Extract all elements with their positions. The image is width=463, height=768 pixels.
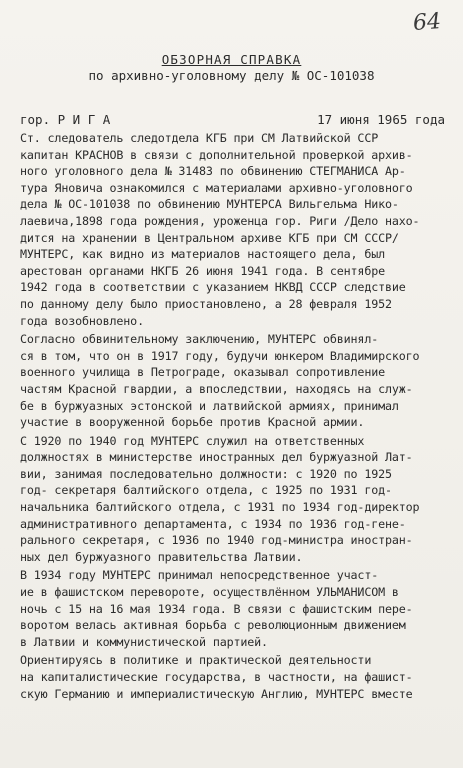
paragraph xyxy=(20,652,449,702)
text-line: по данному делу было приостановлено, а 28 февраля 1952 xyxy=(20,296,392,311)
text-line: рального секретаря, с 1936 по 1940 год-министра иностран- xyxy=(20,533,413,548)
text-line: С 1920 по 1940 год МУНТЕРС служил на ответственных xyxy=(20,433,365,448)
text-line: вии, занимая последовательно должности: с 1920 по 1925 xyxy=(20,466,392,481)
text-line: В 1934 году МУНТЕРС принимал непосредственное участ- xyxy=(20,568,379,583)
text-line: ся в том, что он в 1917 году, будучи юнкером Владимирского xyxy=(20,348,420,363)
text-line: частям Красной гвардии, а впоследствии, находясь на служ- xyxy=(20,381,413,396)
paragraph xyxy=(20,567,449,650)
text-line: административного департамента, с 1934 по 1936 год-гене- xyxy=(20,516,406,531)
text-line: Ориентируясь в политике и практической деятельности xyxy=(20,653,372,668)
text-line: дела № ОС-101038 по обвинению МУНТЕРСА Вильгельма Нико- xyxy=(20,197,399,212)
document-body xyxy=(20,130,449,702)
text-line: Согласно обвинительному заключению, МУНТЕРС обвинял- xyxy=(20,332,379,347)
text-line: тура Яновича ознакомился с материалами архивно-уголовного xyxy=(20,180,413,195)
text-line: ие в фашистском перевороте, осуществлённом УЛЬМАНИСОМ в xyxy=(20,585,399,600)
text-line: скую Германию и империалистическую Англию, МУНТЕРС вместе xyxy=(20,686,413,701)
text-line: год- секретаря балтийского отдела, с 1925 по 1931 год- xyxy=(20,483,392,498)
text-line: в Латвии и коммунистической партией. xyxy=(20,634,268,649)
text-line: бе в буржуазных эстонской и латвийской армиях, принимал xyxy=(20,398,399,413)
text-line: ночь с 15 на 16 мая 1934 года. В связи с фашистским пере- xyxy=(20,601,413,616)
text-line: капитан КРАСНОВ в связи с дополнительной проверкой архив- xyxy=(20,147,413,162)
text-line: ных дел буржуазного правительства Латвии. xyxy=(20,549,303,564)
text-line: МУНТЕРС, как видно из материалов настоящего дела, был xyxy=(20,247,385,262)
text-line: на капиталистические государства, в частности, на фашист- xyxy=(20,670,413,684)
text-line: военного училища в Петрограде, оказывал сопротивление xyxy=(20,365,385,380)
paragraph xyxy=(20,130,449,329)
document-date: 17 июня 1965 года xyxy=(317,112,445,127)
text-line: года возобновлено. xyxy=(20,313,144,328)
document-subtitle: по архивно-уголовному делу № ОС-101038 xyxy=(88,68,375,83)
text-line: 1942 года в соответствии с указанием НКВД СССР следствие xyxy=(20,280,406,295)
text-line: воротом велась активная борьба с революционным движением xyxy=(20,618,406,633)
text-line: Ст. следователь следотдела КГБ при СМ Латвийской ССР xyxy=(20,131,379,145)
text-line: участие в вооруженной борьбе против Красной армии. xyxy=(20,415,365,430)
document-city: гор. Р И Г А xyxy=(20,112,111,127)
text-line: начальника балтийского отдела, с 1931 по 1934 год-директор xyxy=(20,500,420,515)
text-line: ного уголовного дела № 31483 по обвинению СТЕГМАНИСА Ар- xyxy=(20,164,406,179)
page-number: 64 xyxy=(412,9,442,36)
document-title: ОБЗОРНАЯ СПРАВКА xyxy=(161,52,302,67)
text-line: дится на хранении в Центральном архиве КГБ при СМ СССР/ xyxy=(20,230,399,245)
text-line: арестован органами НКГБ 26 июня 1941 года. В сентябре xyxy=(20,263,385,278)
text-line: лаевича,1898 года рождения, уроженца гор. Риги /Дело нахо- xyxy=(20,213,420,228)
paragraph xyxy=(20,331,449,431)
paragraph xyxy=(20,433,449,566)
text-line: должностях в министерстве иностранных дел буржуазной Лат- xyxy=(20,450,413,465)
